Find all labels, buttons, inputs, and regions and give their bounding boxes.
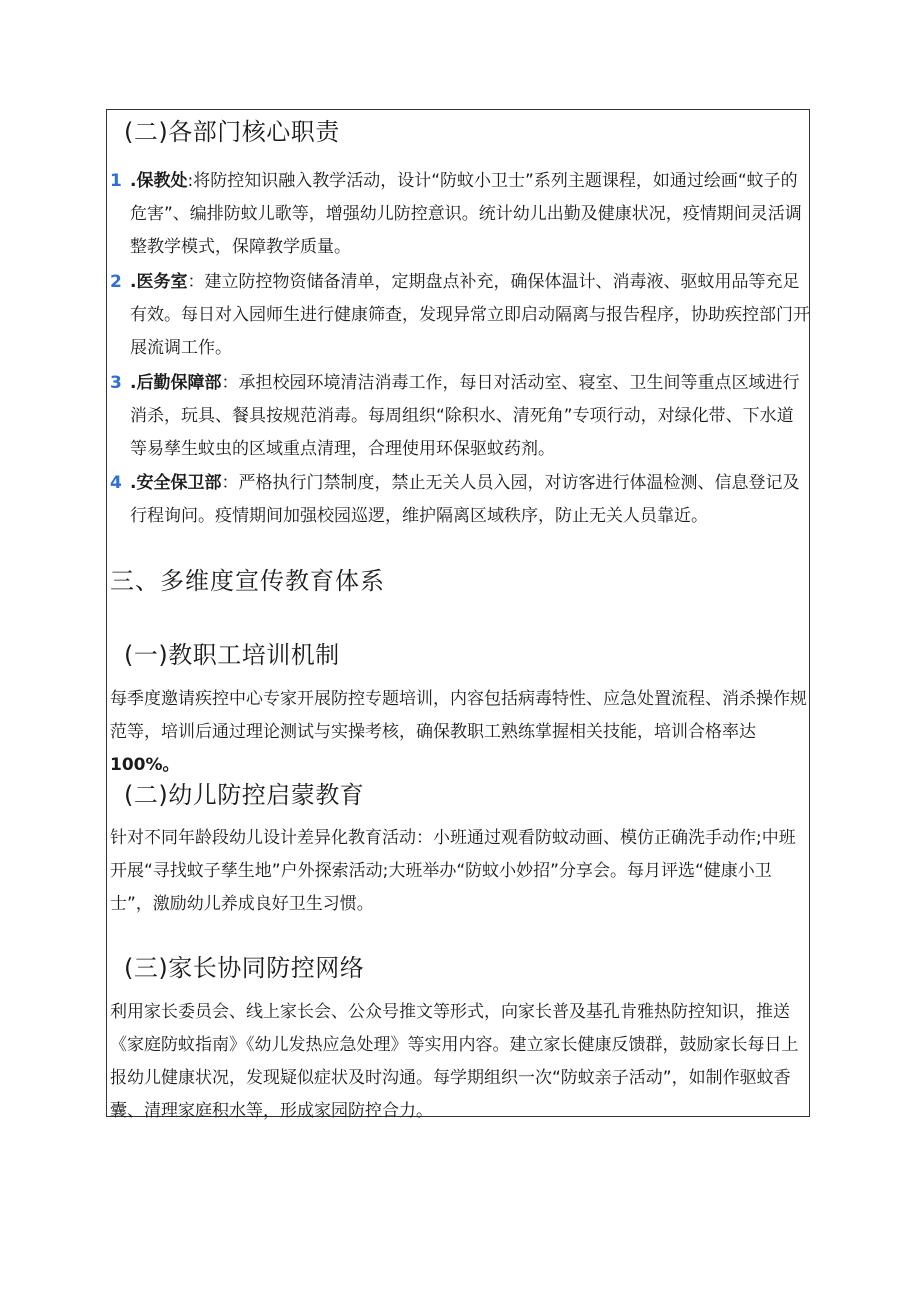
children-education-heading: (二)幼儿防控启蒙教育 — [124, 781, 365, 809]
parents-network-paragraph: 利用家长委员会、线上家长会、公众号推文等形式，向家长普及基孔肯雅热防控知识，推送《家庭防蚊指南》《幼儿发热应急处理》等实用内容。建立家长健康反馈群，鼓励家长每日上报幼儿健康状况，发现疑似症状及时沟通。每学期组织一次“防蚊亲子活动”，如制作驱蚊香囊、清理家庭积水等，形成家园防控合力。 — [110, 1002, 799, 1121]
item-label: .医务室 — [130, 272, 188, 292]
staff-training-heading: (一)教职工培训机制 — [124, 641, 340, 669]
list-item — [110, 467, 810, 533]
item-label: .安全保卫部 — [130, 473, 222, 493]
parents-network-heading: (三)家长协同防控网络 — [124, 954, 365, 982]
section-three-heading: 三、多维度宣传教育体系 — [110, 567, 385, 595]
item-body — [130, 266, 810, 365]
list-item — [110, 367, 810, 466]
item-text: 建立防控物资储备清单，定期盘点补充，确保体温计、消毒液、驱蚊用品等充足有效。每日对入园师生进行健康筛查，发现异常立即启动隔离与报告程序，协助疾控部门开展流调工作。 — [130, 272, 810, 358]
item-body — [130, 467, 810, 533]
item-number: 1 — [110, 171, 122, 191]
item-sep: ： — [187, 272, 205, 292]
staff-training-paragraph — [110, 683, 810, 782]
item-sep: ： — [221, 373, 239, 393]
item-text: 将防控知识融入教学活动，设计“防蚊小卫士”系列主题课程，如通过绘画“蚊子的危害”、编排防蚊儿歌等，增强幼儿防控意识。统计幼儿出勤及健康状况，疫情期间灵活调整教学模式，保障教学质量。 — [130, 171, 802, 257]
staff-training-text: 每季度邀请疾控中心专家开展防控专题培训，内容包括病毒特性、应急处置流程、消杀操作规范等，培训后通过理论测试与实操考核，确保教职工熟练掌握相关技能，培训合格率达 — [110, 689, 807, 742]
item-number: 2 — [110, 272, 122, 292]
item-number: 3 — [110, 373, 122, 393]
list-item — [110, 165, 810, 264]
dept-heading: (二)各部门核心职责 — [124, 118, 340, 146]
item-body — [130, 367, 810, 466]
pass-rate: 100%。 — [110, 755, 180, 775]
item-text: 严格执行门禁制度，禁止无关人员入园，对访客进行体温检测、信息登记及行程询问。疫情期间加强校园巡逻，维护隔离区域秩序，防止无关人员靠近。 — [130, 473, 800, 526]
item-sep: : — [187, 171, 194, 191]
item-label: .保教处 — [130, 171, 188, 191]
item-label: .后勤保障部 — [130, 373, 222, 393]
list-item — [110, 266, 810, 365]
item-text: 承担校园环境清洁消毒工作，每日对活动室、寝室、卫生间等重点区域进行消杀，玩具、餐具按规范消毒。每周组织“除积水、清死角”专项行动，对绿化带、下水道等易孳生蚊虫的区域重点清理，合理使用环保驱蚊药剂。 — [130, 373, 800, 459]
item-body — [130, 165, 810, 264]
children-education-paragraph: 针对不同年龄段幼儿设计差异化教育活动：小班通过观看防蚊动画、模仿正确洗手动作;中班开展“寻找蚊子孳生地”户外探索活动;大班举办“防蚊小妙招”分享会。每月评选“健康小卫士”，激励幼儿养成良好卫生习惯。 — [110, 828, 796, 914]
item-number: 4 — [110, 473, 122, 493]
item-sep: ： — [221, 473, 239, 493]
